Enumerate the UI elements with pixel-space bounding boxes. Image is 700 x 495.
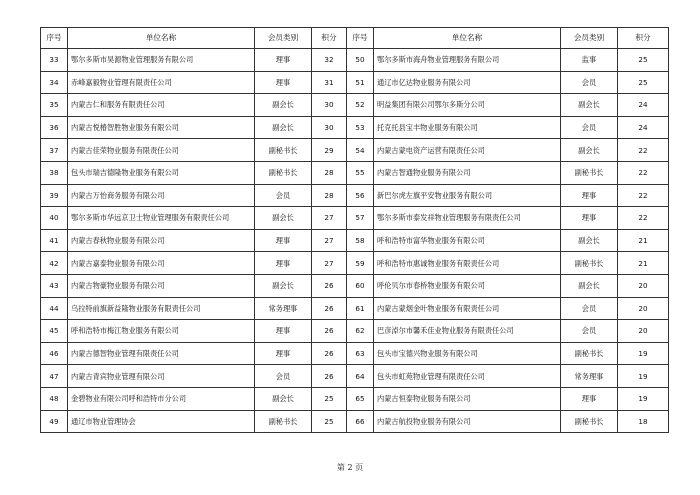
seq-cell: 38 [41, 161, 68, 184]
unit-name-cell: 呼和浩特市惠诚物业服务有限责任公司 [374, 252, 561, 275]
seq-cell: 39 [41, 184, 68, 207]
unit-name-cell: 鄂尔多斯市海舟物业管理服务有限公司 [374, 49, 561, 72]
points-header: 积分 [312, 28, 347, 49]
points-cell: 24 [618, 94, 669, 117]
seq-cell: 50 [347, 49, 374, 72]
seq-cell: 41 [41, 229, 68, 252]
seq-cell: 48 [41, 387, 68, 410]
seq-cell: 64 [347, 365, 374, 388]
member-type-cell: 常务理事 [561, 365, 618, 388]
unit-name-cell: 内蒙古嘉泰物业服务有限公司 [68, 252, 255, 275]
seq-cell: 59 [347, 252, 374, 275]
points-cell: 20 [618, 274, 669, 297]
page-number: 第 2 页 [336, 463, 364, 472]
unit-name-cell: 巴彦淖尔市馨禾佳业物业服务有限责任公司 [374, 320, 561, 343]
member-type-cell: 理事 [255, 320, 312, 343]
member-type-cell: 理事 [255, 252, 312, 275]
table-body [41, 49, 669, 433]
member-type-cell: 副会长 [255, 207, 312, 230]
points-cell: 30 [312, 116, 347, 139]
unit-name-cell: 内蒙古仁和服务有限责任公司 [68, 94, 255, 117]
member-type-cell: 副秘书长 [255, 410, 312, 433]
member-type-cell: 理事 [561, 387, 618, 410]
seq-cell: 45 [41, 320, 68, 343]
points-cell: 28 [312, 161, 347, 184]
unit-name-cell: 包头市瑞吉德隆物业服务有限公司 [68, 161, 255, 184]
unit-name-cell: 呼和浩特市富华物业服务有限公司 [374, 229, 561, 252]
seq-cell: 47 [41, 365, 68, 388]
table-row [41, 229, 669, 252]
points-cell: 20 [618, 297, 669, 320]
unit-name-cell: 金碧物业有限公司呼和浩特市分公司 [68, 387, 255, 410]
member-type-cell: 副秘书长 [255, 161, 312, 184]
unit-name-header: 单位名称 [68, 28, 255, 49]
member-type-cell: 副会长 [561, 229, 618, 252]
unit-name-cell: 内蒙古春秋物业服务有限公司 [68, 229, 255, 252]
points-cell: 20 [618, 320, 669, 343]
unit-name-cell: 鄂尔多斯市昊源物业管理服务有限公司 [68, 49, 255, 72]
points-header: 积分 [618, 28, 669, 49]
unit-name-cell: 内蒙古德智物业管理有限责任公司 [68, 342, 255, 365]
table-row [41, 139, 669, 162]
points-cell: 22 [618, 139, 669, 162]
table-row [41, 274, 669, 297]
unit-name-cell: 鄂尔多斯市泰发祥物业管理服务有限责任公司 [374, 207, 561, 230]
points-cell: 25 [618, 71, 669, 94]
points-cell: 24 [618, 116, 669, 139]
unit-name-cell: 内蒙古佳荣物业服务有限责任公司 [68, 139, 255, 162]
points-cell: 32 [312, 49, 347, 72]
seq-header: 序号 [41, 28, 68, 49]
member-type-cell: 副会长 [561, 94, 618, 117]
table-row [41, 116, 669, 139]
unit-name-cell: 内蒙古恒泰物业服务有限公司 [374, 387, 561, 410]
unit-name-cell: 包头市宝德兴物业服务有限公司 [374, 342, 561, 365]
points-cell: 22 [618, 207, 669, 230]
member-type-cell: 副秘书长 [561, 161, 618, 184]
seq-cell: 35 [41, 94, 68, 117]
unit-name-cell: 呼和浩特市梅江物业服务有限公司 [68, 320, 255, 343]
unit-name-cell: 内蒙古蒙烟金叶物业服务有限责任公司 [374, 297, 561, 320]
member-type-cell: 副秘书长 [561, 410, 618, 433]
seq-cell: 61 [347, 297, 374, 320]
points-cell: 27 [312, 229, 347, 252]
seq-cell: 58 [347, 229, 374, 252]
unit-name-cell: 通辽市物业管理协会 [68, 410, 255, 433]
points-cell: 19 [618, 365, 669, 388]
member-type-cell: 副秘书长 [561, 252, 618, 275]
points-cell: 31 [312, 71, 347, 94]
seq-cell: 55 [347, 161, 374, 184]
points-cell: 26 [312, 320, 347, 343]
member-type-cell: 会员 [561, 320, 618, 343]
points-cell: 22 [618, 161, 669, 184]
member-type-header: 会员类别 [561, 28, 618, 49]
points-cell: 22 [618, 184, 669, 207]
points-cell: 21 [618, 252, 669, 275]
unit-name-cell: 内蒙古悦椿智胜物业服务有限公司 [68, 116, 255, 139]
table-row [41, 387, 669, 410]
points-cell: 25 [312, 387, 347, 410]
seq-cell: 54 [347, 139, 374, 162]
seq-cell: 65 [347, 387, 374, 410]
member-type-cell: 副会长 [255, 116, 312, 139]
seq-cell: 44 [41, 297, 68, 320]
member-type-cell: 副会长 [561, 274, 618, 297]
seq-cell: 34 [41, 71, 68, 94]
unit-name-cell: 托克托县宝丰物业服务有限公司 [374, 116, 561, 139]
unit-name-cell: 包头市虹苑物业管理有限责任公司 [374, 365, 561, 388]
member-type-cell: 会员 [255, 184, 312, 207]
unit-name-cell: 明益集团有限公司鄂尔多斯分公司 [374, 94, 561, 117]
member-type-cell: 理事 [561, 207, 618, 230]
unit-name-cell: 内蒙古物豪物业服务有限公司 [68, 274, 255, 297]
points-cell: 26 [312, 274, 347, 297]
member-type-cell: 理事 [255, 342, 312, 365]
table-row [41, 342, 669, 365]
unit-name-cell: 新巴尔虎左旗平安物业服务有限公司 [374, 184, 561, 207]
points-cell: 27 [312, 252, 347, 275]
seq-cell: 51 [347, 71, 374, 94]
seq-cell: 62 [347, 320, 374, 343]
table-row [41, 252, 669, 275]
unit-name-cell: 呼伦贝尔市春桥物业服务有限公司 [374, 274, 561, 297]
table-row [41, 94, 669, 117]
member-type-cell: 副会长 [561, 139, 618, 162]
member-type-cell: 会员 [561, 71, 618, 94]
member-type-cell: 常务理事 [255, 297, 312, 320]
points-cell: 25 [618, 49, 669, 72]
points-cell: 28 [312, 184, 347, 207]
seq-cell: 57 [347, 207, 374, 230]
seq-cell: 42 [41, 252, 68, 275]
unit-name-cell: 赤峰嘉毅物业管理有限责任公司 [68, 71, 255, 94]
seq-cell: 66 [347, 410, 374, 433]
unit-name-cell: 内蒙古青宾物业管理有限公司 [68, 365, 255, 388]
table-row [41, 71, 669, 94]
seq-cell: 60 [347, 274, 374, 297]
member-type-cell: 会员 [255, 365, 312, 388]
member-type-cell: 会员 [561, 297, 618, 320]
table-row [41, 161, 669, 184]
member-type-cell: 副秘书长 [255, 139, 312, 162]
member-type-cell: 副秘书长 [561, 342, 618, 365]
points-cell: 25 [312, 410, 347, 433]
member-type-cell: 副会长 [255, 94, 312, 117]
table-header-row [41, 28, 669, 49]
seq-cell: 52 [347, 94, 374, 117]
points-cell: 19 [618, 342, 669, 365]
unit-name-cell: 内蒙古万怡商务服务有限公司 [68, 184, 255, 207]
member-type-cell: 副会长 [255, 274, 312, 297]
unit-name-cell: 内蒙古智通物业服务有限公司 [374, 161, 561, 184]
seq-cell: 56 [347, 184, 374, 207]
seq-cell: 63 [347, 342, 374, 365]
seq-cell: 43 [41, 274, 68, 297]
member-type-cell: 会员 [561, 116, 618, 139]
table-row [41, 320, 669, 343]
points-cell: 26 [312, 342, 347, 365]
table-row [41, 49, 669, 72]
points-cell: 26 [312, 297, 347, 320]
seq-cell: 40 [41, 207, 68, 230]
seq-cell: 46 [41, 342, 68, 365]
seq-cell: 37 [41, 139, 68, 162]
seq-cell: 53 [347, 116, 374, 139]
member-type-cell: 副会长 [255, 387, 312, 410]
points-cell: 18 [618, 410, 669, 433]
member-points-table [40, 27, 669, 433]
unit-name-cell: 通辽市亿达物业服务有限公司 [374, 71, 561, 94]
seq-header: 序号 [347, 28, 374, 49]
unit-name-cell: 内蒙古航投物业服务有限公司 [374, 410, 561, 433]
unit-name-cell: 内蒙古蒙电资产运营有限责任公司 [374, 139, 561, 162]
points-cell: 30 [312, 94, 347, 117]
points-cell: 21 [618, 229, 669, 252]
points-cell: 29 [312, 139, 347, 162]
seq-cell: 33 [41, 49, 68, 72]
table-row [41, 365, 669, 388]
unit-name-cell: 乌拉特前旗新益隆物业服务有限责任公司 [68, 297, 255, 320]
unit-name-cell: 鄂尔多斯市华远京卫士物业管理服务有限责任公司 [68, 207, 255, 230]
member-type-cell: 理事 [561, 184, 618, 207]
points-cell: 27 [312, 207, 347, 230]
unit-name-header: 单位名称 [374, 28, 561, 49]
member-type-cell: 监事 [561, 49, 618, 72]
member-type-cell: 理事 [255, 49, 312, 72]
seq-cell: 49 [41, 410, 68, 433]
member-type-cell: 理事 [255, 71, 312, 94]
member-type-cell: 理事 [255, 229, 312, 252]
member-type-header: 会员类别 [255, 28, 312, 49]
table-row [41, 297, 669, 320]
points-cell: 19 [618, 387, 669, 410]
table-row [41, 410, 669, 433]
points-cell: 26 [312, 365, 347, 388]
member-points-table-container [40, 27, 668, 433]
seq-cell: 36 [41, 116, 68, 139]
table-row [41, 184, 669, 207]
table-row [41, 207, 669, 230]
